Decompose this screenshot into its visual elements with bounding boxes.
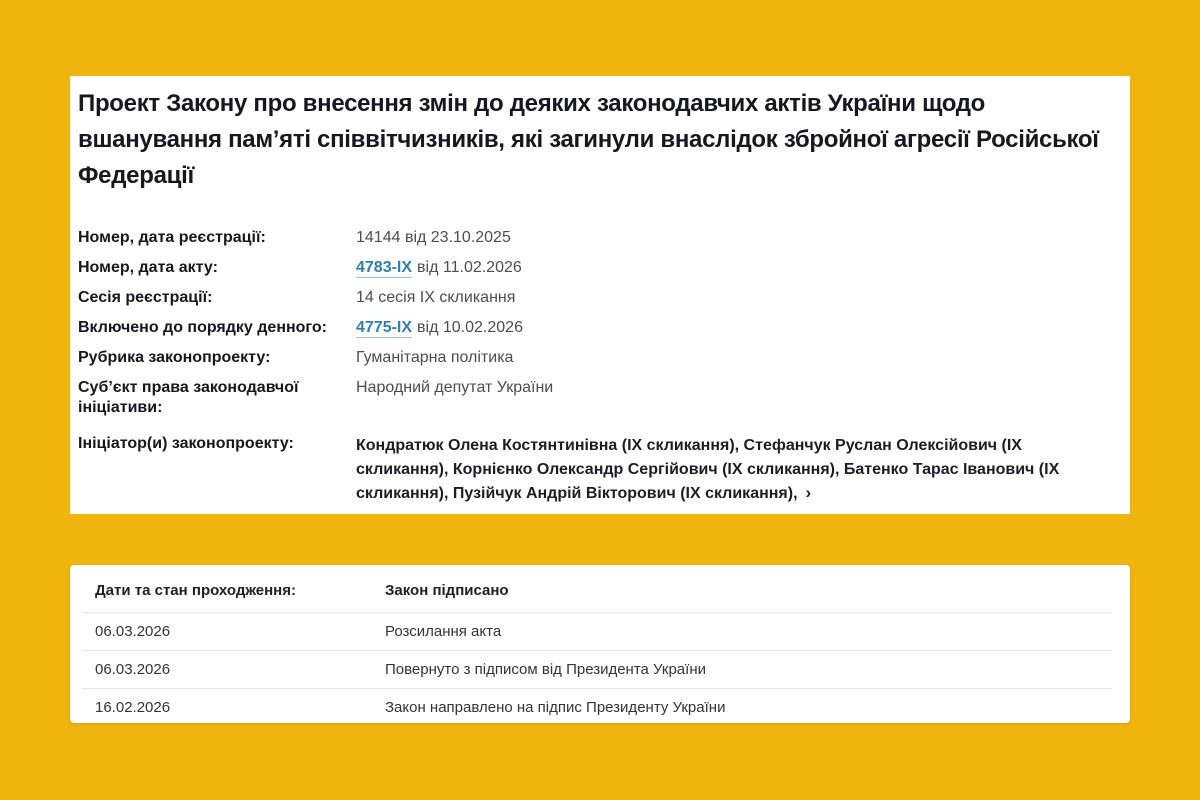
bill-card: [70, 76, 1130, 514]
meta-row-act: [78, 258, 1100, 278]
meta-value-initiators: [356, 434, 1100, 506]
initiators-list: Кондратюк Олена Костянтинівна (IX скликання), Стефанчук Руслан Олексійович (IX скликання), Корнієнко Олександр Сергійович (IX скликання), Батенко Тарас Іванович (IX скликання), Пузійчук Андрій Вікторович (IX скликання),: [356, 437, 1060, 502]
meta-label-registration: Номер, дата реєстрації:: [78, 229, 266, 246]
timeline-row: [82, 651, 1112, 689]
meta-row-initiators: [78, 434, 1100, 506]
meta-label-rubric: Рубрика законопроекту:: [78, 349, 271, 366]
bill-meta: [78, 228, 1100, 506]
timeline-row-status: Розсилання акта: [385, 623, 502, 640]
agenda-number-link[interactable]: 4775-IX: [356, 319, 413, 336]
meta-label-agenda: Включено до порядку денного:: [78, 319, 327, 336]
timeline-row-date: 06.03.2026: [95, 661, 171, 678]
meta-value-initiative-subject: Народний депутат України: [356, 379, 554, 396]
timeline-header-dates-label: Дати та стан проходження:: [95, 582, 296, 599]
bill-title: Проект Закону про внесення змін до деяких законодавчих актів України щодо вшанування пам’яті співвітчизників, які загинули внаслідок збройної агресії Російської Федерації: [78, 90, 1099, 189]
timeline-row: [82, 689, 1112, 723]
meta-label-initiators: Ініціатор(и) законопроекту:: [78, 435, 294, 452]
timeline-row-date: 16.02.2026: [95, 699, 171, 716]
meta-value-session: 14 сесія IX скликання: [356, 289, 516, 306]
timeline-row-status: Повернуто з підписом від Президента України: [385, 661, 706, 678]
act-date-text: від 11.02.2026: [417, 259, 522, 276]
meta-value-registration: 14144 від 23.10.2025: [356, 229, 511, 246]
meta-label-initiative-subject: Суб’єкт права законодавчої ініціативи:: [78, 379, 299, 416]
meta-value-rubric: Гуманітарна політика: [356, 349, 514, 366]
act-number-link[interactable]: 4783-IX: [356, 259, 413, 276]
meta-value-act: [356, 258, 1100, 278]
timeline-row: [82, 613, 1112, 651]
agenda-date-text: від 10.02.2026: [417, 319, 523, 336]
timeline-row-status: Закон направлено на підпис Президенту України: [385, 699, 726, 716]
meta-label-session: Сесія реєстрації:: [78, 289, 213, 306]
meta-row-rubric: [78, 348, 1100, 368]
expand-initiators-chevron[interactable]: ›: [805, 483, 812, 502]
timeline-card: [70, 565, 1130, 723]
meta-label-act: Номер, дата акту:: [78, 259, 218, 276]
timeline-current-status: Закон підписано: [385, 582, 509, 599]
meta-row-registration: [78, 228, 1100, 248]
timeline-row-date: 06.03.2026: [95, 623, 171, 640]
meta-row-session: [78, 288, 1100, 308]
timeline-header-row: [82, 565, 1112, 613]
meta-value-agenda: [356, 318, 1100, 338]
meta-row-initiative-subject: [78, 378, 1100, 418]
meta-row-agenda: [78, 318, 1100, 338]
